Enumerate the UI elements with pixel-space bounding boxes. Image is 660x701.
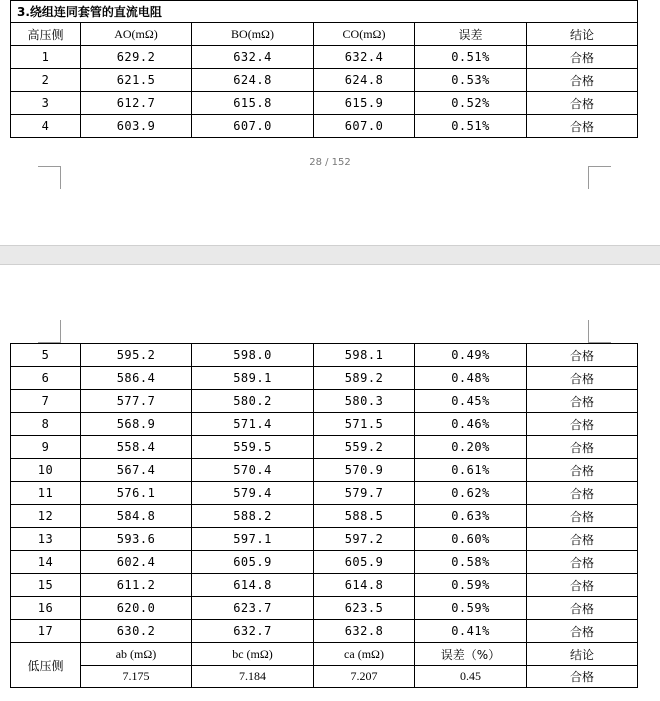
value-error: 0.20% [415,436,527,459]
value-conclusion: 合格 [527,367,638,390]
value-error: 0.60% [415,528,527,551]
dc-resistance-table-part2 [10,343,638,688]
value-bo: 598.0 [192,344,314,367]
table-header-row [11,23,638,46]
value-ao: 629.2 [81,46,192,69]
tap-number: 13 [11,528,81,551]
value-co: 580.3 [314,390,415,413]
value-co: 624.8 [314,69,415,92]
section-title: 3.绕组连同套管的直流电阻 [11,1,638,23]
value-bo: 632.7 [192,620,314,643]
table-row [11,597,638,620]
value-ao: 611.2 [81,574,192,597]
value-bo: 605.9 [192,551,314,574]
table-row [11,528,638,551]
table-row [11,46,638,69]
value-error: 0.51% [415,46,527,69]
value-co: 623.5 [314,597,415,620]
value-ao: 586.4 [81,367,192,390]
crop-mark-top-right [588,320,611,343]
table-row [11,620,638,643]
value-ao: 612.7 [81,92,192,115]
table-row [11,505,638,528]
tap-number: 8 [11,413,81,436]
value-error: 0.45% [415,390,527,413]
tap-number: 11 [11,482,81,505]
crop-mark-bottom-right [588,166,611,189]
value-conclusion: 合格 [527,620,638,643]
table-row [11,551,638,574]
table-row [11,390,638,413]
value-error: 0.63% [415,505,527,528]
dc-resistance-table-part1 [10,0,638,138]
header-ca: ca (mΩ) [314,643,415,666]
tap-number: 3 [11,92,81,115]
table-row [11,436,638,459]
value-bo: 588.2 [192,505,314,528]
value-ao: 577.7 [81,390,192,413]
value-error: 0.53% [415,69,527,92]
crop-mark-top-left [38,320,61,343]
table-row [11,115,638,138]
value-ao: 621.5 [81,69,192,92]
page-separator [0,245,660,265]
value-conclusion: 合格 [527,482,638,505]
value-conclusion: 合格 [527,597,638,620]
tap-number: 10 [11,459,81,482]
value-bo: 607.0 [192,115,314,138]
value-bo: 570.4 [192,459,314,482]
value-co: 579.7 [314,482,415,505]
page-number: 28 / 152 [309,157,351,168]
tap-number: 14 [11,551,81,574]
value-bo: 623.7 [192,597,314,620]
tap-number: 1 [11,46,81,69]
tap-number: 12 [11,505,81,528]
value-co: 571.5 [314,413,415,436]
header-ab: ab (mΩ) [81,643,192,666]
value-error: 0.59% [415,597,527,620]
value-co: 607.0 [314,115,415,138]
header-co: CO(mΩ) [314,23,415,46]
value-co: 614.8 [314,574,415,597]
tap-number: 7 [11,390,81,413]
value-error: 0.62% [415,482,527,505]
value-error: 0.41% [415,620,527,643]
value-bc: 7.184 [192,666,314,688]
crop-mark-bottom-left [38,166,61,189]
value-co: 597.2 [314,528,415,551]
low-side-header-row [11,643,638,666]
value-ao: 595.2 [81,344,192,367]
value-error: 0.52% [415,92,527,115]
value-co: 559.2 [314,436,415,459]
table-row [11,482,638,505]
value-bo: 559.5 [192,436,314,459]
value-co: 598.1 [314,344,415,367]
value-ao: 558.4 [81,436,192,459]
value-ao: 603.9 [81,115,192,138]
value-conclusion: 合格 [527,69,638,92]
table-row [11,367,638,390]
value-bo: 579.4 [192,482,314,505]
tap-number: 4 [11,115,81,138]
value-ao: 593.6 [81,528,192,551]
value-bo: 571.4 [192,413,314,436]
header-bc: bc (mΩ) [192,643,314,666]
value-ao: 620.0 [81,597,192,620]
value-co: 588.5 [314,505,415,528]
value-error: 0.48% [415,367,527,390]
tap-number: 15 [11,574,81,597]
header-error: 误差 [415,23,527,46]
table-row [11,69,638,92]
value-conclusion: 合格 [527,344,638,367]
table-row [11,344,638,367]
value-bo: 589.1 [192,367,314,390]
value-conclusion: 合格 [527,390,638,413]
value-error: 0.46% [415,413,527,436]
value-ao: 567.4 [81,459,192,482]
low-side-value-row [11,666,638,688]
table-row [11,413,638,436]
value-co: 632.8 [314,620,415,643]
value-conclusion: 合格 [527,574,638,597]
value-co: 615.9 [314,92,415,115]
value-conclusion: 合格 [527,115,638,138]
value-bo: 624.8 [192,69,314,92]
value-error: 0.58% [415,551,527,574]
value-conclusion: 合格 [527,46,638,69]
value-conclusion: 合格 [527,528,638,551]
value-co: 570.9 [314,459,415,482]
value-co: 589.2 [314,367,415,390]
low-voltage-side-label: 低压侧 [11,643,81,688]
tap-number: 17 [11,620,81,643]
value-conclusion: 合格 [527,413,638,436]
value-bo: 615.8 [192,92,314,115]
value-bo: 614.8 [192,574,314,597]
header-high-voltage-side: 高压侧 [11,23,81,46]
value-ao: 568.9 [81,413,192,436]
header-bo: BO(mΩ) [192,23,314,46]
value-co: 605.9 [314,551,415,574]
value-ab: 7.175 [81,666,192,688]
header-ao: AO(mΩ) [81,23,192,46]
value-conclusion: 合格 [527,551,638,574]
value-conclusion-low: 合格 [527,666,638,688]
header-conclusion-low: 结论 [527,643,638,666]
value-ao: 576.1 [81,482,192,505]
value-conclusion: 合格 [527,436,638,459]
table-row [11,574,638,597]
value-error: 0.49% [415,344,527,367]
value-conclusion: 合格 [527,459,638,482]
value-co: 632.4 [314,46,415,69]
tap-number: 5 [11,344,81,367]
value-error: 0.61% [415,459,527,482]
value-error-low: 0.45 [415,666,527,688]
tap-number: 9 [11,436,81,459]
table-row [11,459,638,482]
value-ao: 630.2 [81,620,192,643]
tap-number: 6 [11,367,81,390]
value-bo: 632.4 [192,46,314,69]
tap-number: 16 [11,597,81,620]
value-bo: 580.2 [192,390,314,413]
value-conclusion: 合格 [527,505,638,528]
table-row [11,92,638,115]
tap-number: 2 [11,69,81,92]
header-error-percent: 误差（%） [415,643,527,666]
value-error: 0.59% [415,574,527,597]
header-conclusion: 结论 [527,23,638,46]
value-conclusion: 合格 [527,92,638,115]
value-ca: 7.207 [314,666,415,688]
value-ao: 602.4 [81,551,192,574]
value-ao: 584.8 [81,505,192,528]
value-error: 0.51% [415,115,527,138]
value-bo: 597.1 [192,528,314,551]
